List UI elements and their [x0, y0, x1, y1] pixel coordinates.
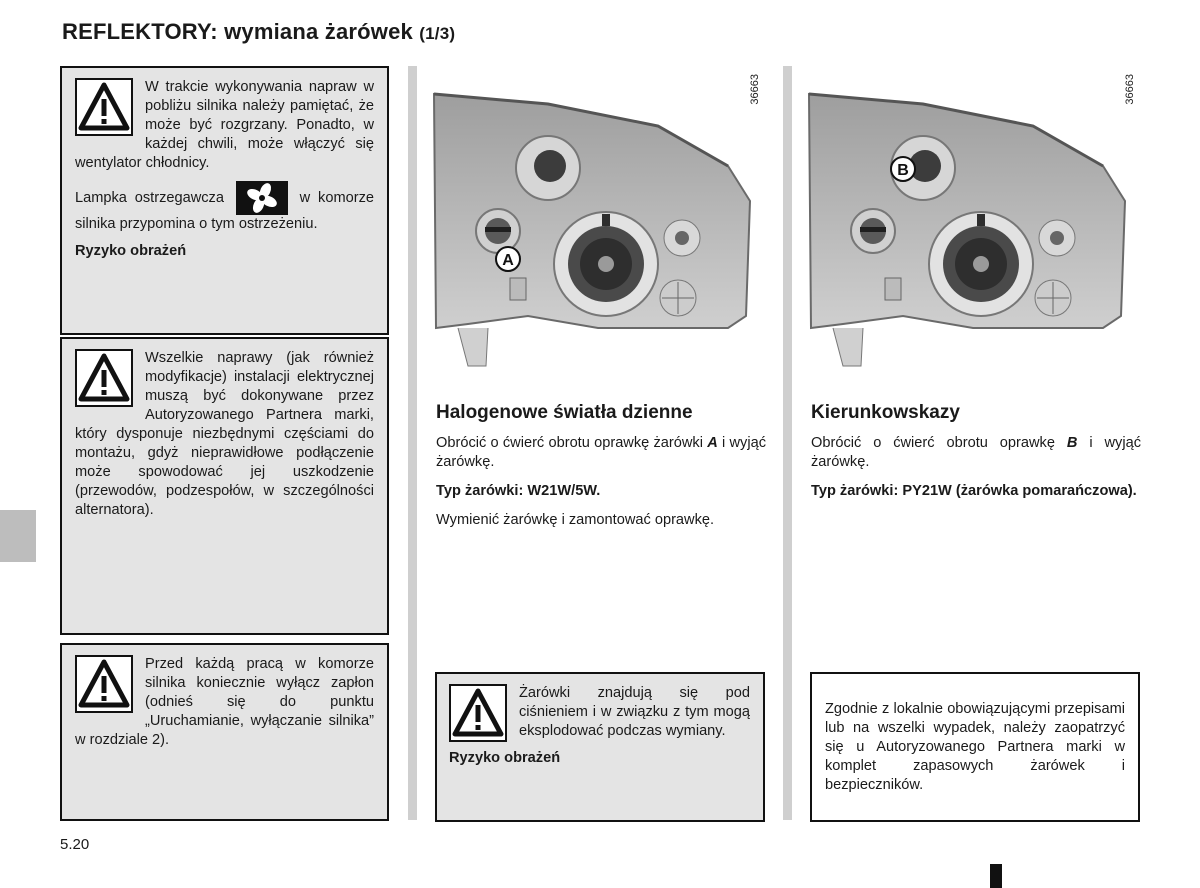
warning-risk-label: Ryzyko obrażeń	[75, 243, 187, 259]
warning-box-pressure	[435, 672, 765, 822]
page-edge-mark	[990, 864, 1002, 888]
headlamp-figure-b	[803, 66, 1157, 390]
callout-a: A	[502, 252, 514, 269]
warning-text-fan-lamp: Lampka ostrzegawcza w komorze silnika przypomina o tym ostrzeżeniu.	[75, 181, 374, 234]
indicator-instruction: Obrócić o ćwierć obrotu oprawkę B i wyjąć żarówkę.	[811, 435, 1141, 470]
drl-replace-text: Wymienić żarówkę i zamontować oprawkę.	[436, 512, 715, 528]
page-title: REFLEKTORY: wymiana żarówek (1/3)	[62, 19, 456, 44]
warning-box-electrical	[60, 337, 389, 635]
section-body-indicators	[811, 434, 1141, 511]
drl-instruction: Obrócić o ćwierć obrotu oprawkę żarówki A i wyjąć żarówkę.	[436, 435, 766, 470]
info-note-text: Zgodnie z lokalnie obowiązującymi przepisami lub na wszelki wypadek, należy zaopatrzyć się u Autoryzowanego Partnera marki w komplet zapasowych żarówek i bezpieczników.	[825, 701, 1125, 793]
warning-risk-label: Ryzyko obrażeń	[449, 750, 561, 766]
page-number: 5.20	[60, 836, 90, 853]
headlamp-figure-a	[428, 66, 782, 390]
figure-ref-number: 36663	[749, 74, 761, 105]
callout-b: B	[897, 162, 909, 179]
column-divider-right	[783, 66, 792, 820]
figure-ref-number: 36663	[1124, 74, 1136, 105]
fan-warning-lamp-icon	[236, 181, 288, 215]
column-divider-left	[408, 66, 417, 820]
warning-text-pressure: Żarówki znajdują się pod ciśnieniem i w związku z tym mogą eksplodować podczas wymiany.	[519, 685, 750, 739]
warning-text-electrical: Wszelkie naprawy (jak również modyfikacje) instalacji elektrycznej muszą być dokonywane przez Autoryzowanego Partnera marki, który dysponuje niezbędnymi częściami do montażu, gdyż nieprawidłowe podłączenie może spowodować jej uszkodzenie (przewodów, podzespołów, w szczególności alternatora).	[75, 350, 374, 518]
warning-triangle-icon	[75, 655, 133, 713]
indicator-bulb-type: Typ żarówki: PY21W (żarówka pomarańczowa).	[811, 483, 1137, 499]
warning-triangle-icon	[75, 78, 133, 136]
warning-box-engine-hot	[60, 66, 389, 335]
warning-box-ignition	[60, 643, 389, 821]
info-note-spares	[810, 672, 1140, 822]
warning-text-engine-hot: W trakcie wykonywania napraw w pobliżu silnika należy pamiętać, że może być rozgrzany. Ponadto, w każdej chwili, może włączyć się wentylator chłodnicy.	[75, 79, 374, 171]
warning-triangle-icon	[449, 684, 507, 742]
section-body-drl	[436, 434, 766, 540]
warning-text-ignition: Przed każdą pracą w komorze silnika koniecznie wyłącz zapłon (odnieś się do punktu „Uruchamianie, wyłączanie silnika” w rozdziale 2).	[75, 656, 374, 748]
warning-triangle-icon	[75, 349, 133, 407]
chapter-tab	[0, 510, 36, 562]
page-title-part: (1/3)	[419, 24, 456, 43]
drl-bulb-type: Typ żarówki: W21W/5W.	[436, 483, 601, 499]
section-heading-drl: Halogenowe światła dzienne	[436, 402, 693, 423]
section-heading-indicators: Kierunkowskazy	[811, 402, 960, 423]
